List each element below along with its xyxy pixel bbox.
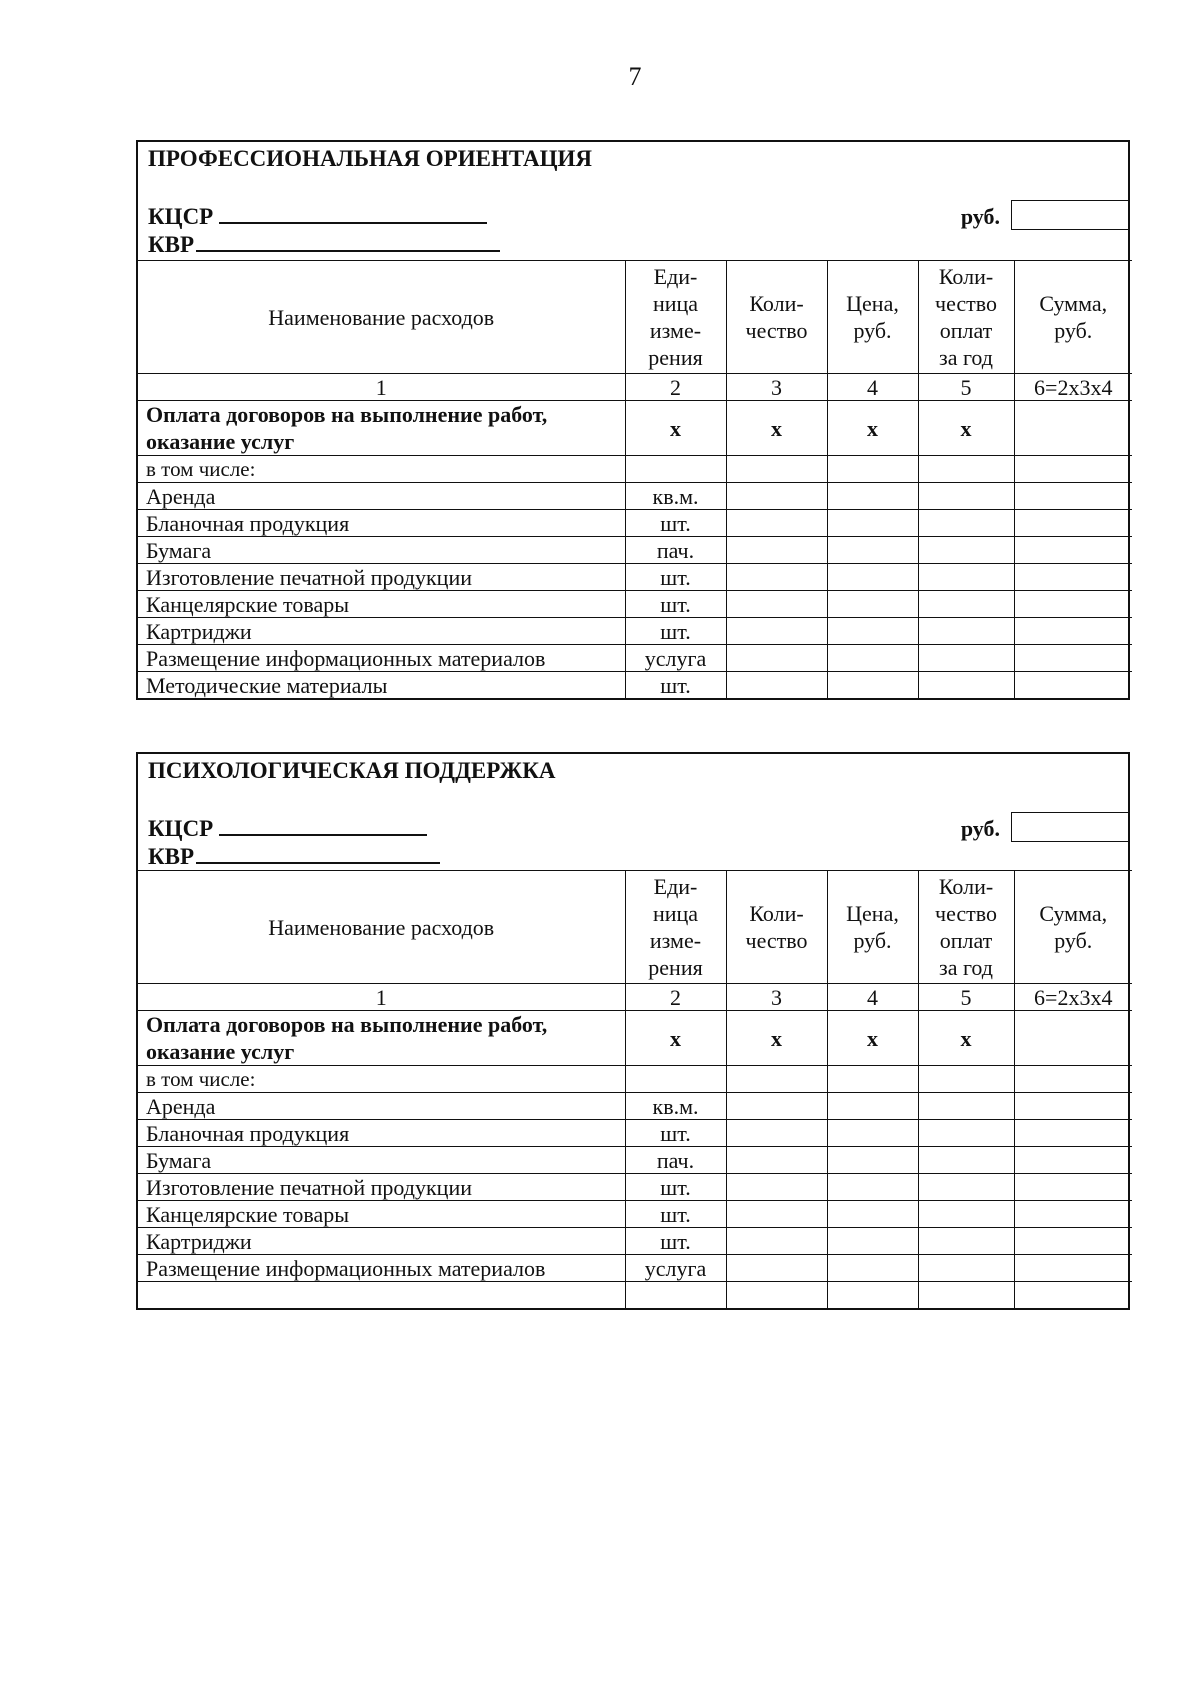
kcsr-label: КЦСР [148,204,214,229]
column-number: 4 [827,374,918,401]
column-header [138,261,625,374]
unit-cell: шт. [625,1228,726,1255]
column-header-line: руб. [1054,318,1093,343]
value-cell[interactable] [1014,456,1132,483]
column-header-line: изме- [649,318,702,343]
value-cell[interactable] [1014,1255,1132,1282]
unit-cell: шт. [625,564,726,591]
column-number: 1 [138,984,625,1011]
value-cell[interactable] [726,537,827,564]
column-header-line: Коли- [749,901,804,926]
expense-name: Картриджи [138,618,625,645]
table-row [138,1120,1132,1147]
section-title: ПРОФЕССИОНАЛЬНАЯ ОРИЕНТАЦИЯ [148,146,593,171]
column-header [1014,261,1132,374]
rub-label: руб. [960,204,1000,229]
unit-cell [625,1066,726,1093]
expense-name-line: оказание услуг [146,429,295,454]
table-row [138,1011,1132,1066]
value-cell[interactable] [918,1174,1014,1201]
expense-name: Бумага [138,537,625,564]
value-cell[interactable] [1014,510,1132,537]
value-cell[interactable] [827,510,918,537]
value-cell[interactable] [827,456,918,483]
table-row [138,618,1132,645]
table-row [138,564,1132,591]
value-cell[interactable] [827,645,918,672]
value-cell[interactable] [726,1201,827,1228]
value-cell[interactable] [1014,1201,1132,1228]
expense-name: Аренда [138,483,625,510]
expense-name-line: оказание услуг [146,1039,295,1064]
column-header-line: Еди- [653,264,698,289]
value-cell[interactable] [726,1120,827,1147]
table-row [138,401,1132,456]
rub-label: руб. [960,816,1000,841]
expense-name: Размещение информационных материалов [138,1255,625,1282]
table-row [138,456,1132,483]
kcsr-field[interactable] [219,814,427,836]
table-row [138,510,1132,537]
column-number: 6=2х3х4 [1014,374,1132,401]
expense-name-line: Оплата договоров на выполнение работ, [146,402,548,427]
unit-cell: шт. [625,1120,726,1147]
column-number: 4 [827,984,918,1011]
value-cell[interactable] [726,1093,827,1120]
column-header-line: оплат [939,928,993,953]
section-header [138,754,1128,870]
table-row [138,1228,1132,1255]
table-row [138,1282,1132,1309]
value-cell[interactable] [726,645,827,672]
column-number-row [138,984,1132,1011]
unit-cell [625,456,726,483]
not-applicable-mark: х [726,1011,827,1066]
value-cell[interactable] [918,1120,1014,1147]
value-cell[interactable] [918,1255,1014,1282]
column-number-row [138,374,1132,401]
not-applicable-mark [1014,401,1132,456]
table-row [138,1093,1132,1120]
value-cell[interactable] [1014,564,1132,591]
value-cell[interactable] [827,1282,918,1309]
column-header [827,261,918,374]
expense-name: Канцелярские товары [138,1201,625,1228]
expense-name [138,1011,625,1066]
value-cell[interactable] [918,1228,1014,1255]
unit-cell: шт. [625,618,726,645]
expense-name: Бумага [138,1147,625,1174]
page-number: 7 [628,62,642,91]
kcsr-row [148,814,427,842]
expense-name: Методические материалы [138,672,625,699]
value-cell[interactable] [1014,1120,1132,1147]
column-header [625,871,726,984]
expense-name [138,401,625,456]
table-row [138,591,1132,618]
column-header-line: Цена, [846,291,899,316]
column-header-line: чество [935,291,997,316]
column-header [138,871,625,984]
value-cell[interactable] [726,1228,827,1255]
not-applicable-mark [1014,1011,1132,1066]
table-row [138,537,1132,564]
column-header-line: Еди- [653,874,698,899]
column-number: 6=2х3х4 [1014,984,1132,1011]
column-header-line: Коли- [938,874,994,899]
value-cell[interactable] [1014,1282,1132,1309]
value-cell[interactable] [1014,1066,1132,1093]
section-header [138,142,1128,260]
value-cell[interactable] [1014,1228,1132,1255]
value-cell[interactable] [918,564,1014,591]
table-row [138,1174,1132,1201]
column-header-line: руб. [853,318,892,343]
expense-name: Канцелярские товары [138,591,625,618]
column-header-line: Коли- [938,264,994,289]
value-cell[interactable] [918,537,1014,564]
expense-name [138,1282,625,1309]
value-cell[interactable] [1014,618,1132,645]
value-cell[interactable] [918,645,1014,672]
unit-cell: услуга [625,1255,726,1282]
value-cell[interactable] [726,1174,827,1201]
value-cell[interactable] [827,1120,918,1147]
column-header [726,871,827,984]
kvr-label: КВР [148,844,195,869]
table-row [138,672,1132,699]
kcsr-label: КЦСР [148,816,214,841]
value-cell[interactable] [827,672,918,699]
expense-name: Изготовление печатной продукции [138,564,625,591]
unit-cell [625,1282,726,1309]
value-cell[interactable] [918,1201,1014,1228]
column-number: 3 [726,374,827,401]
column-number: 1 [138,374,625,401]
column-number: 5 [918,984,1014,1011]
value-cell[interactable] [827,1093,918,1120]
value-cell[interactable] [726,1147,827,1174]
column-header-line: чество [935,901,997,926]
header-row [138,871,1132,984]
value-cell[interactable] [1014,672,1132,699]
value-cell[interactable] [918,591,1014,618]
column-header [625,261,726,374]
budget-section [136,752,1130,1310]
unit-cell: шт. [625,1174,726,1201]
column-header-line: изме- [649,928,702,953]
expense-name: Размещение информационных материалов [138,645,625,672]
budget-section [136,140,1130,700]
expense-name: Бланочная продукция [138,510,625,537]
column-header [918,261,1014,374]
table-row [138,645,1132,672]
expense-name: Изготовление печатной продукции [138,1174,625,1201]
column-header-line: рения [648,345,703,370]
column-number: 3 [726,984,827,1011]
value-cell[interactable] [827,537,918,564]
rub-amount-field[interactable] [1011,812,1130,842]
not-applicable-mark: х [918,401,1014,456]
table-row [138,483,1132,510]
kvr-row [148,230,500,258]
value-cell[interactable] [918,672,1014,699]
value-cell[interactable] [1014,645,1132,672]
column-header-line: ница [652,291,699,316]
column-number: 2 [625,984,726,1011]
value-cell[interactable] [918,1147,1014,1174]
section-title: ПСИХОЛОГИЧЕСКАЯ ПОДДЕРЖКА [148,758,556,783]
value-cell[interactable] [918,618,1014,645]
value-cell[interactable] [827,483,918,510]
value-cell[interactable] [726,1066,827,1093]
value-cell[interactable] [918,1066,1014,1093]
value-cell[interactable] [726,510,827,537]
column-header [827,871,918,984]
unit-cell: кв.м. [625,483,726,510]
value-cell[interactable] [726,564,827,591]
table-row [138,1255,1132,1282]
expense-table [138,260,1132,698]
unit-cell: кв.м. [625,1093,726,1120]
header-row [138,261,1132,374]
value-cell[interactable] [827,618,918,645]
unit-cell: шт. [625,591,726,618]
kvr-field[interactable] [196,842,440,864]
value-cell[interactable] [918,510,1014,537]
not-applicable-mark: х [726,401,827,456]
expense-name-line: Оплата договоров на выполнение работ, [146,1012,548,1037]
column-header-line: Наименование расходов [268,914,495,940]
expense-name: в том числе: [138,1066,625,1093]
column-header-line: ница [652,901,699,926]
value-cell[interactable] [726,1255,827,1282]
table-row [138,1066,1132,1093]
value-cell[interactable] [1014,1174,1132,1201]
expense-name: Бланочная продукция [138,1120,625,1147]
column-header-line: Сумма, [1039,291,1108,316]
column-header-line: за год [939,955,993,980]
kvr-field[interactable] [196,230,500,252]
value-cell[interactable] [726,618,827,645]
value-cell[interactable] [827,1201,918,1228]
value-cell[interactable] [726,456,827,483]
column-header-line: Сумма, [1039,901,1108,926]
unit-cell: шт. [625,1201,726,1228]
rub-amount-field[interactable] [1011,200,1130,230]
unit-cell: шт. [625,510,726,537]
value-cell[interactable] [918,483,1014,510]
expense-table [138,870,1132,1308]
table-row [138,1147,1132,1174]
kcsr-field[interactable] [219,202,487,224]
unit-cell: услуга [625,645,726,672]
value-cell[interactable] [827,1255,918,1282]
value-cell[interactable] [827,1228,918,1255]
column-header-line: за год [939,345,993,370]
expense-name: Картриджи [138,1228,625,1255]
value-cell[interactable] [1014,483,1132,510]
not-applicable-mark: х [625,1011,726,1066]
value-cell[interactable] [1014,591,1132,618]
value-cell[interactable] [1014,537,1132,564]
kvr-label: КВР [148,232,195,257]
value-cell[interactable] [726,1282,827,1309]
column-number: 5 [918,374,1014,401]
column-header-line: Коли- [749,291,804,316]
value-cell[interactable] [827,591,918,618]
value-cell[interactable] [827,1066,918,1093]
unit-cell: шт. [625,672,726,699]
column-number: 2 [625,374,726,401]
expense-name: в том числе: [138,456,625,483]
column-header-line: оплат [939,318,993,343]
unit-cell: пач. [625,537,726,564]
column-header-line: Цена, [846,901,899,926]
value-cell[interactable] [726,591,827,618]
expense-name: Аренда [138,1093,625,1120]
column-header [918,871,1014,984]
unit-cell: пач. [625,1147,726,1174]
column-header-line: чество [745,318,808,343]
table-row [138,1201,1132,1228]
column-header [1014,871,1132,984]
column-header-line: руб. [853,928,892,953]
not-applicable-mark: х [918,1011,1014,1066]
value-cell[interactable] [726,483,827,510]
value-cell[interactable] [1014,1147,1132,1174]
value-cell[interactable] [918,456,1014,483]
value-cell[interactable] [1014,1093,1132,1120]
column-header-line: чество [745,928,808,953]
column-header-line: руб. [1054,928,1093,953]
column-header-line: рения [648,955,703,980]
column-header-line: Наименование расходов [268,304,495,330]
value-cell[interactable] [827,1174,918,1201]
not-applicable-mark: х [625,401,726,456]
kcsr-row [148,202,487,230]
column-header [726,261,827,374]
value-cell[interactable] [918,1282,1014,1309]
kvr-row [148,842,440,870]
value-cell[interactable] [827,1147,918,1174]
value-cell[interactable] [827,564,918,591]
not-applicable-mark: х [827,1011,918,1066]
value-cell[interactable] [726,672,827,699]
value-cell[interactable] [918,1093,1014,1120]
not-applicable-mark: х [827,401,918,456]
